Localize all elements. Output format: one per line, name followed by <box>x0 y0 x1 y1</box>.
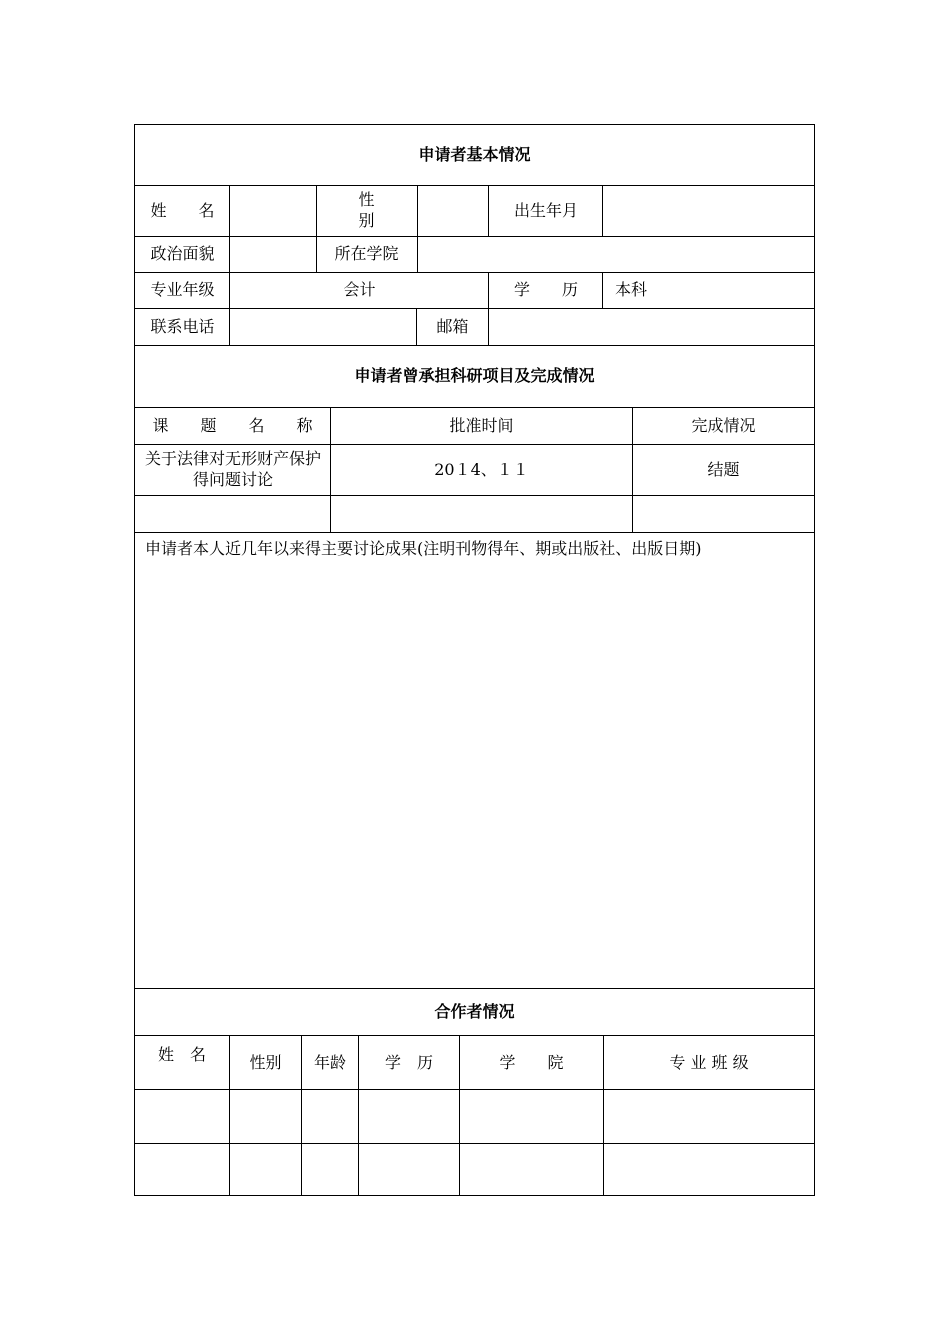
divider <box>602 186 603 236</box>
collab-header-class: 专 业 班 级 <box>669 1052 749 1072</box>
divider <box>229 186 230 345</box>
major-value[interactable]: 会计 <box>343 280 376 300</box>
divider <box>316 186 317 272</box>
research-output-label: 申请者本人近几年以来得主要讨论成果(注明刊物得年、期或出版社、出版日期) <box>145 539 702 558</box>
project-row-name[interactable]: 关于法律对无形财产保护得问题讨论 <box>144 449 321 489</box>
project-header-date: 批准时间 <box>449 415 514 435</box>
project-header-status: 完成情况 <box>691 415 756 435</box>
politics-value[interactable] <box>230 237 316 272</box>
divider <box>488 308 489 345</box>
project-header-name: 课 题 名 称 <box>152 415 313 435</box>
phone-value[interactable] <box>230 309 416 345</box>
gender-label: 性 别 <box>358 190 375 230</box>
college-label: 所在学院 <box>334 244 399 264</box>
college-value[interactable] <box>417 237 814 272</box>
divider <box>330 408 331 532</box>
birth-label: 出生年月 <box>513 200 578 220</box>
collab-row[interactable] <box>135 1144 814 1195</box>
gender-value[interactable] <box>417 186 489 236</box>
project-row-status[interactable] <box>633 496 814 532</box>
name-value[interactable] <box>230 186 316 236</box>
section-title-collaborators: 合作者情况 <box>434 1001 515 1021</box>
degree-value[interactable]: 本科 <box>615 280 648 300</box>
email-label: 邮箱 <box>436 316 469 336</box>
degree-label: 学 历 <box>513 280 578 300</box>
divider <box>301 1036 302 1195</box>
email-value[interactable] <box>489 309 814 345</box>
divider <box>417 186 418 272</box>
name-label: 姓 名 <box>150 200 215 220</box>
collab-header-college: 学 院 <box>499 1052 564 1072</box>
politics-label: 政治面貌 <box>150 244 215 264</box>
collab-row[interactable] <box>135 1090 814 1143</box>
project-row-name[interactable] <box>135 496 330 532</box>
divider <box>416 308 417 345</box>
divider <box>603 1036 604 1195</box>
collab-header-gender: 性别 <box>249 1052 282 1072</box>
collab-header-name: 姓 名 <box>157 1044 206 1064</box>
divider <box>602 272 603 308</box>
phone-label: 联系电话 <box>150 316 215 336</box>
divider <box>229 1036 230 1195</box>
collab-header-degree: 学 历 <box>384 1052 433 1072</box>
project-row-status[interactable]: 结题 <box>707 459 740 479</box>
collab-header-age: 年龄 <box>313 1052 346 1072</box>
divider <box>459 1036 460 1195</box>
section-title-projects: 申请者曾承担科研项目及完成情况 <box>354 366 595 386</box>
divider <box>488 272 489 308</box>
application-form <box>134 124 815 1196</box>
section-title-applicant-info: 申请者基本情况 <box>418 145 531 165</box>
birth-value[interactable] <box>603 186 814 236</box>
major-label: 专业年级 <box>150 280 215 300</box>
project-row-date[interactable]: 20１4、１１ <box>434 459 529 479</box>
project-row-date[interactable] <box>331 496 632 532</box>
divider <box>358 1036 359 1195</box>
divider <box>488 186 489 236</box>
divider <box>632 408 633 532</box>
